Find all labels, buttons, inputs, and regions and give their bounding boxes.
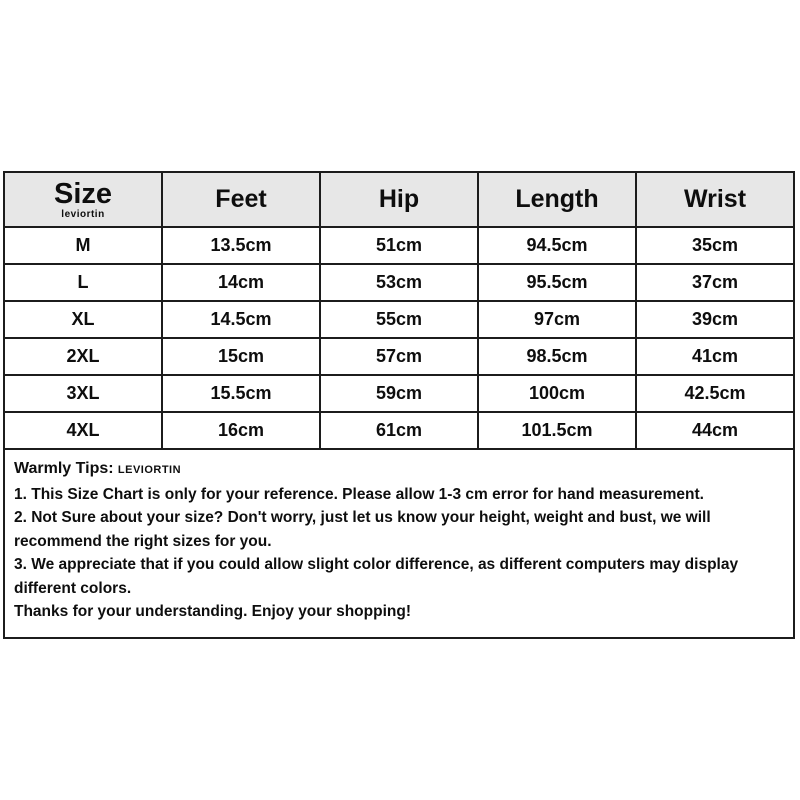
table-row	[4, 338, 794, 375]
size-chart-body	[4, 227, 794, 449]
feet-cell: 15cm	[162, 338, 320, 375]
header-cell-feet: Feet	[162, 172, 320, 227]
tips-line-1: 1. This Size Chart is only for your reference. Please allow 1-3 cm error for hand measurement.	[14, 485, 704, 503]
tips-line-2: 2. Not Sure about your size? Don't worry, just let us know your height, weight and bust, we will recommend the right sizes for you.	[14, 509, 711, 550]
feet-cell: 16cm	[162, 412, 320, 449]
hip-cell: 53cm	[320, 264, 478, 301]
table-row	[4, 227, 794, 264]
hip-cell: 61cm	[320, 412, 478, 449]
table-row	[4, 264, 794, 301]
table-row	[4, 375, 794, 412]
header-cell-size	[4, 172, 162, 227]
tips-brand: LEVIORTIN	[117, 464, 182, 476]
hip-cell: 51cm	[320, 227, 478, 264]
warmly-tips-box	[3, 450, 795, 639]
header-row	[4, 172, 794, 227]
tips-title: Warmly Tips:	[14, 460, 114, 477]
header-cell-hip: Hip	[320, 172, 478, 227]
feet-cell: 15.5cm	[162, 375, 320, 412]
table-row	[4, 412, 794, 449]
header-brand-sub: leviortin	[61, 209, 105, 220]
tips-line-3: 3. We appreciate that if you could allow slight color difference, as different computers may display different colors.	[14, 556, 739, 597]
size-label-cell: XL	[4, 301, 162, 338]
length-cell: 94.5cm	[478, 227, 636, 264]
wrist-cell: 41cm	[636, 338, 794, 375]
size-label-cell: L	[4, 264, 162, 301]
size-chart-table	[3, 171, 795, 450]
header-cell-wrist: Wrist	[636, 172, 794, 227]
size-label-cell: M	[4, 227, 162, 264]
table-row	[4, 301, 794, 338]
feet-cell: 14.5cm	[162, 301, 320, 338]
length-cell: 98.5cm	[478, 338, 636, 375]
size-chart-sheet	[3, 171, 795, 639]
length-cell: 101.5cm	[478, 412, 636, 449]
wrist-cell: 42.5cm	[636, 375, 794, 412]
length-cell: 95.5cm	[478, 264, 636, 301]
length-cell: 100cm	[478, 375, 636, 412]
hip-cell: 55cm	[320, 301, 478, 338]
size-label-cell: 2XL	[4, 338, 162, 375]
tips-thanks-line: Thanks for your understanding. Enjoy your shopping!	[14, 603, 411, 620]
feet-cell: 13.5cm	[162, 227, 320, 264]
size-chart-header	[4, 172, 794, 227]
wrist-cell: 44cm	[636, 412, 794, 449]
hip-cell: 59cm	[320, 375, 478, 412]
header-cell-length: Length	[478, 172, 636, 227]
size-label-cell: 3XL	[4, 375, 162, 412]
wrist-cell: 37cm	[636, 264, 794, 301]
tips-title-line	[14, 457, 784, 483]
wrist-cell: 39cm	[636, 301, 794, 338]
length-cell: 97cm	[478, 301, 636, 338]
wrist-cell: 35cm	[636, 227, 794, 264]
header-size-label: Size	[53, 178, 113, 210]
hip-cell: 57cm	[320, 338, 478, 375]
feet-cell: 14cm	[162, 264, 320, 301]
size-label-cell: 4XL	[4, 412, 162, 449]
